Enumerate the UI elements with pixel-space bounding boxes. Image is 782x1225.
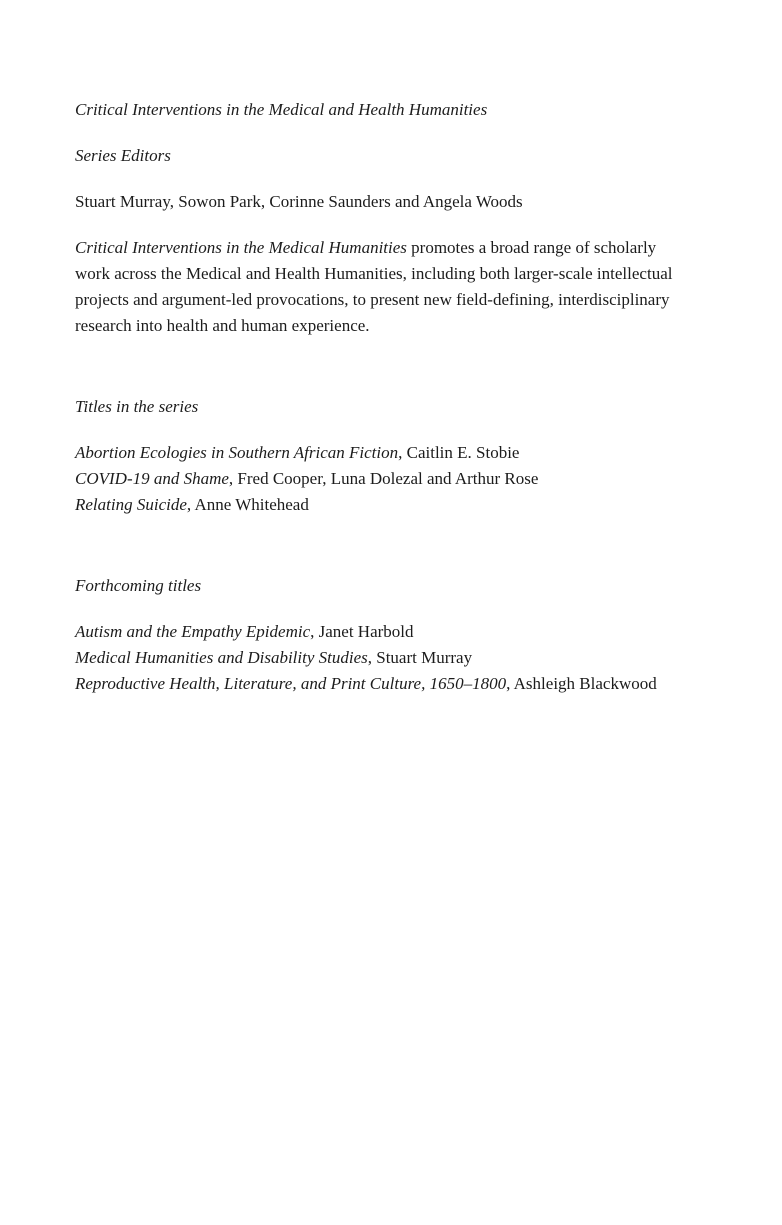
book-list-item [75,492,676,518]
series-description-text: promotes a broad range of scholarly work across the Medical and Health Humanities, including both larger-scale intellectual projects and argument-led provocations, to present new field-defining, interdisciplinary research into health and human experience. [75,238,673,335]
book-list-item [75,466,676,492]
book-authors: , Fred Cooper, Luna Dolezal and Arthur Rose [228,469,539,488]
book-list-item [75,645,676,671]
series-description-series-name: Critical Interventions in the Medical Humanities [75,238,407,257]
book-title: Relating Suicide [75,495,187,514]
series-description [75,235,676,339]
book-list-item [75,619,676,645]
book-authors: , Ashleigh Blackwood [506,674,657,693]
forthcoming-titles-label: Forthcoming titles [75,576,202,595]
titles-in-series-list [75,440,676,518]
book-title: Abortion Ecologies in Southern African Fiction [75,443,399,462]
book-authors: , Stuart Murray [367,648,473,667]
book-title: Reproductive Health, Literature, and Print Culture, 1650–1800 [75,674,507,693]
titles-in-series-label: Titles in the series [75,397,199,416]
series-editors-names: Stuart Murray, Sowon Park, Corinne Saunders and Angela Woods [75,192,523,211]
series-editors-label: Series Editors [75,146,171,165]
book-title: Autism and the Empathy Epidemic [75,622,311,641]
book-title: Medical Humanities and Disability Studies [75,648,368,667]
book-title: COVID-19 and Shame [75,469,229,488]
book-list-item [75,440,676,466]
book-authors: , Janet Harbold [310,622,414,641]
text-block [75,97,676,697]
series-title: Critical Interventions in the Medical and Health Humanities [75,100,488,119]
book-list-item [75,671,676,697]
forthcoming-titles-list [75,619,676,697]
book-authors: , Caitlin E. Stobie [398,443,520,462]
book-authors: , Anne Whitehead [186,495,309,514]
